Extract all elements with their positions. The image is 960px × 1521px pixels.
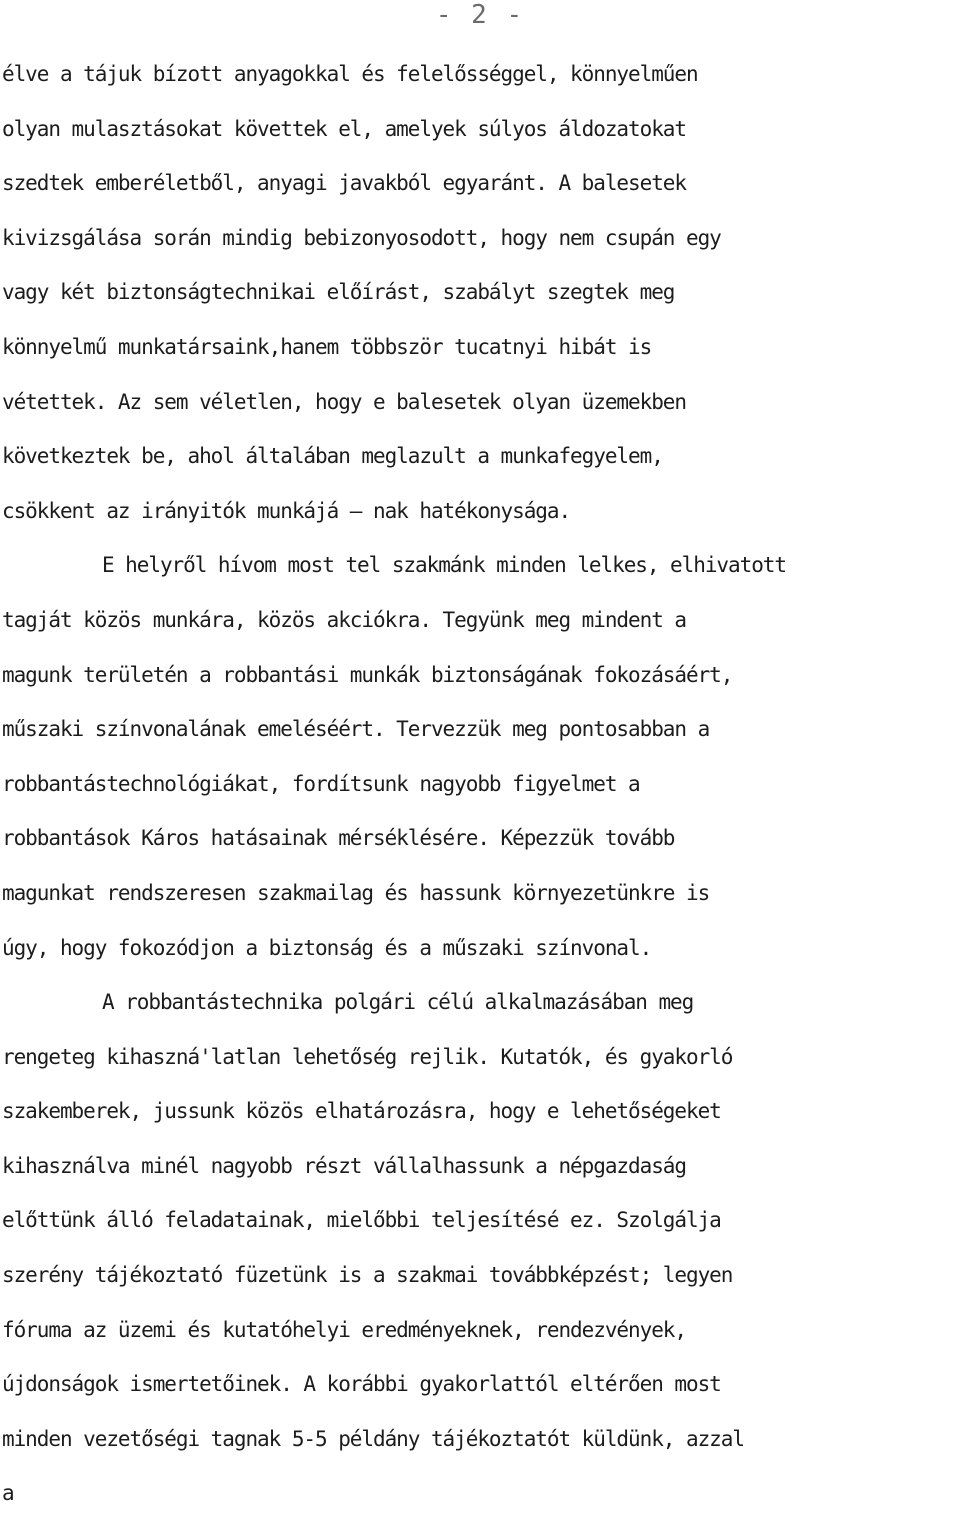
- text-line: magunkat rendszeresen szakmailag és hassunk környezetünkre is: [2, 880, 710, 905]
- text-line: vétettek. Az sem véletlen, hogy e balesetek olyan üzemekben: [2, 389, 686, 414]
- text-line: következtek be, ahol általában meglazult a munkafegyelem,: [2, 444, 663, 469]
- text-line: kihasználva minél nagyobb részt vállalhassunk a népgazdaság: [2, 1153, 686, 1178]
- text-line: vagy két biztonságtechnikai előírást, szabályt szegtek meg: [2, 280, 675, 305]
- text-line: tagját közös munkára, közös akciókra. Tegyünk meg mindent a: [2, 607, 686, 632]
- paragraph-start-line: A robbantástechnika polgári célú alkalmazásában meg: [102, 990, 694, 1015]
- text-line: könnyelmű munkatársaink,hanem többször tucatnyi hibát is: [2, 334, 652, 359]
- text-line: kivizsgálása során mindig bebizonyosodott, hogy nem csupán egy: [2, 225, 721, 250]
- text-line: újdonságok ismertetőinek. A korábbi gyakorlattól eltérően most: [2, 1372, 721, 1397]
- text-line: rengeteg kihaszná'latlan lehetőség rejlik. Kutatók, és gyakorló: [2, 1044, 733, 1069]
- text-line: úgy, hogy fokozódjon a biztonság és a műszaki színvonal.: [2, 935, 652, 960]
- text-line: magunk területén a robbantási munkák biztonságának fokozásáért,: [2, 662, 733, 687]
- text-line: előttünk álló feladatainak, mielőbbi teljesítésé ez. Szolgálja: [2, 1208, 721, 1233]
- text-line: fóruma az üzemi és kutatóhelyi eredményeknek, rendezvények,: [2, 1317, 686, 1342]
- text-line: robbantástechnológiákat, fordítsunk nagyobb figyelmet a: [2, 771, 640, 796]
- text-line: szedtek emberéletből, anyagi javakból egyaránt. A balesetek: [2, 171, 686, 196]
- text-line: műszaki színvonalának emeléséért. Tervezzük meg pontosabban a: [2, 717, 710, 742]
- page-number: - 2 -: [435, 0, 525, 30]
- text-line: robbantások Káros hatásainak mérséklésére. Képezzük tovább: [2, 826, 675, 851]
- document-body: [2, 47, 960, 1521]
- text-line: élve a tájuk bízott anyagokkal és felelősséggel, könnyelműen: [2, 62, 698, 86]
- paragraph-start-line: E helyről hívom most tel szakmánk minden lelkes, elhivatott: [102, 553, 786, 578]
- text-line: olyan mulasztásokat követtek el, amelyek súlyos áldozatokat: [2, 116, 686, 141]
- text-line: csökkent az irányitók munkájá — nak hatékonysága.: [2, 498, 571, 523]
- text-line: a: [2, 1481, 14, 1506]
- text-line: minden vezetőségi tagnak 5-5 példány tájékoztatót küldünk, azzal: [2, 1426, 744, 1451]
- text-line: szakemberek, jussunk közös elhatározásra, hogy e lehetőségeket: [2, 1099, 721, 1124]
- text-line: szerény tájékoztató füzetünk is a szakmai továbbképzést; legyen: [2, 1263, 733, 1288]
